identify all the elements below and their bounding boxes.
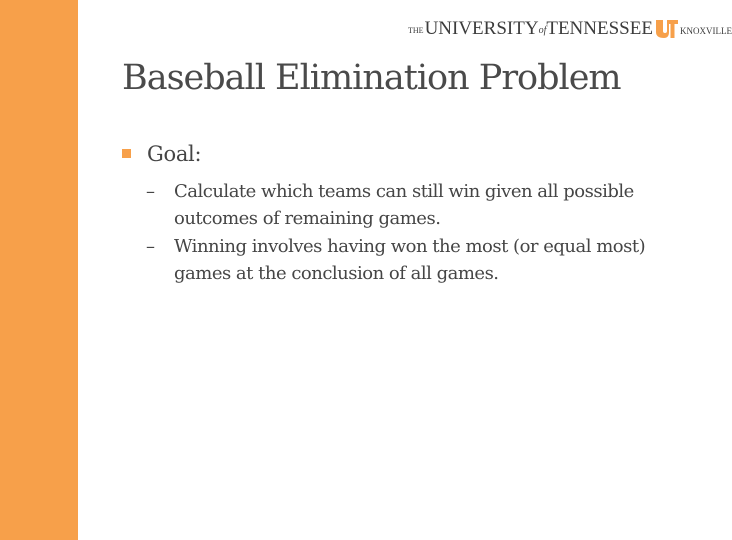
sub-bullet-item (146, 233, 702, 287)
sub-bullet-item (146, 178, 702, 232)
orange-side-bar (0, 0, 78, 540)
sub-bullet-text: Winning involves having won the most (or equal most) games at the conclusion of all games. (174, 236, 646, 284)
bullet-goal (122, 142, 702, 166)
logo-the: THE (408, 26, 424, 35)
logo-university: UNIVERSITY (424, 18, 539, 39)
logo-tennessee: TENNESSEE (546, 18, 653, 39)
sub-bullet-text: Calculate which teams can still win given all possible outcomes of remaining games. (174, 181, 634, 229)
logo-knoxville: KNOXVILLE (679, 26, 732, 36)
dash-bullet-icon: – (146, 181, 155, 202)
dash-bullet-icon: – (146, 236, 155, 257)
bullet-text: Goal: (147, 142, 202, 166)
square-bullet-icon (122, 149, 131, 158)
slide-title: Baseball Elimination Problem (122, 58, 621, 98)
slide-content (122, 142, 702, 288)
university-logo (408, 14, 732, 38)
sub-bullet-list (146, 178, 702, 287)
logo-of: of (538, 25, 547, 36)
ut-logo-icon (656, 20, 678, 38)
